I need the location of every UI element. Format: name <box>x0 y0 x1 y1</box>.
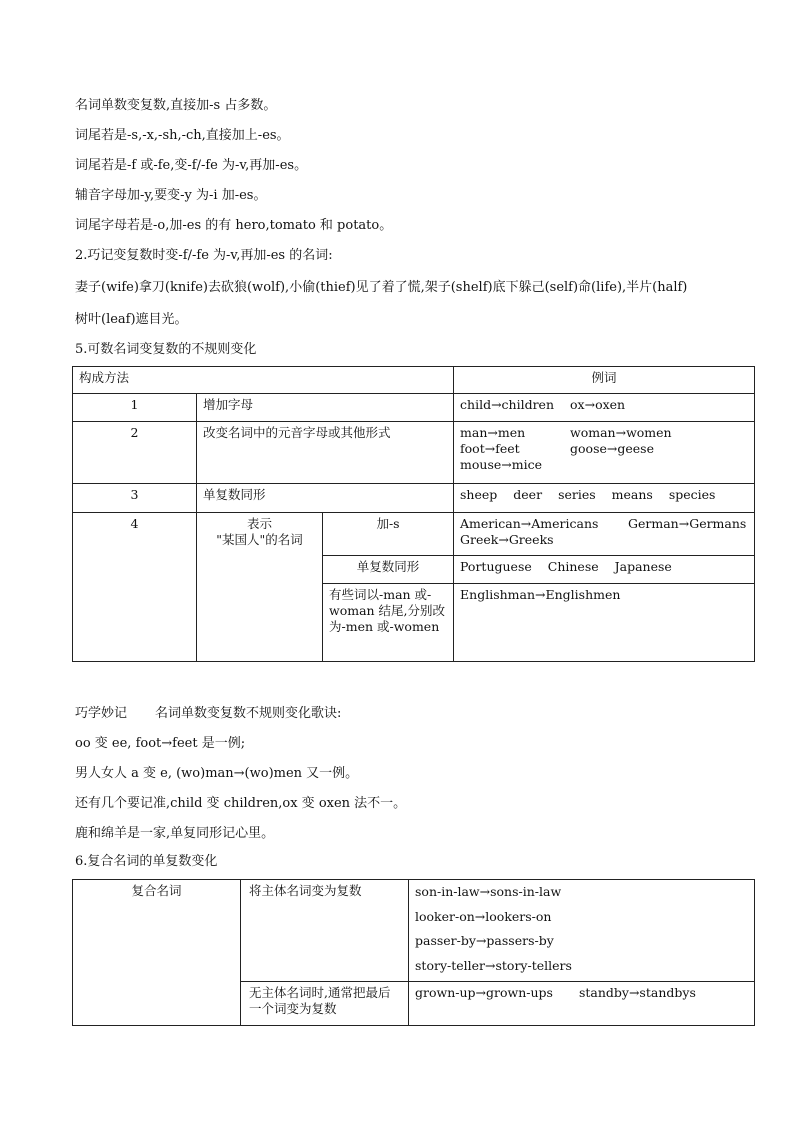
example-word: goose→geese <box>570 441 654 456</box>
compound-noun-label: 复合名词 <box>73 880 241 1026</box>
example-word: Chinese <box>547 559 599 574</box>
table-header-row <box>73 367 755 394</box>
rhyme-line: oo 变 ee, foot→feet 是一例; <box>75 736 246 751</box>
example-word: Portuguese <box>460 559 532 574</box>
examples-cell <box>409 880 755 982</box>
examples-cell <box>454 484 755 513</box>
rule-f-fe-endings: 词尾若是-f 或-fe,变-f/-fe 为-v,再加-es。 <box>75 158 308 173</box>
sub-rule-cell: 加-s <box>323 513 454 556</box>
rhyme-line: 还有几个要记准,child 变 children,ox 变 oxen 法不一。 <box>75 796 407 811</box>
table-row <box>73 394 755 422</box>
rhyme-line: 男人女人 a 变 e, (wo)man→(wo)men 又一例。 <box>75 766 359 781</box>
example-word: grown-up→grown-ups <box>415 985 553 1000</box>
method-cell: 改变名词中的元音字母或其他形式 <box>197 422 454 484</box>
example-word: story-teller→story-tellers <box>415 957 572 973</box>
table-row <box>73 513 755 556</box>
mnemonic-line-2: 树叶(leaf)遮目光。 <box>75 312 188 327</box>
method-cell: 单复数同形 <box>197 484 454 513</box>
example-word: looker-on→lookers-on <box>415 908 552 924</box>
rhyme-heading-row <box>75 706 341 722</box>
example-word: means <box>611 487 653 502</box>
example-word: sheep <box>460 487 498 502</box>
sub-rule-cell: 单复数同形 <box>323 556 454 584</box>
rhyme-tag: 巧学妙记 <box>75 706 128 721</box>
rule-consonant-y: 辅音字母加-y,要变-y 为-i 加-es。 <box>75 188 267 203</box>
rhyme-line: 鹿和绵羊是一家,单复同形记心里。 <box>75 826 275 841</box>
example-word: Japanese <box>614 559 672 574</box>
header-examples: 例词 <box>454 367 755 394</box>
irregular-plural-table <box>72 366 755 662</box>
example-word: man→men <box>460 425 526 440</box>
table-row <box>73 422 755 484</box>
example-word: mouse→mice <box>460 457 542 472</box>
examples-cell <box>409 982 755 1026</box>
row-number: 2 <box>73 422 197 484</box>
rule-o-endings: 词尾字母若是-o,加-es 的有 hero,tomato 和 potato。 <box>75 218 393 233</box>
example-word: species <box>668 487 716 502</box>
example-word: German→Germans <box>628 516 747 531</box>
section-6-heading: 6.复合名词的单复数变化 <box>75 854 218 869</box>
example-word: deer <box>513 487 543 502</box>
sub-rule-cell: 有些词以-man 或-woman 结尾,分别改为-men 或-women <box>323 584 454 662</box>
example-word: ox→oxen <box>570 397 626 412</box>
header-method: 构成方法 <box>73 367 454 394</box>
row-number: 1 <box>73 394 197 422</box>
section-2-heading: 2.巧记变复数时变-f/-fe 为-v,再加-es 的名词: <box>75 248 333 263</box>
examples-cell <box>454 513 755 556</box>
example-word: Englishman→Englishmen <box>460 587 621 602</box>
compound-noun-table <box>72 879 755 1026</box>
example-word: Greek→Greeks <box>460 532 554 547</box>
nationality-label-line1: 表示 <box>246 516 272 531</box>
example-word: woman→women <box>570 425 672 440</box>
examples-cell <box>454 556 755 584</box>
rule-es-endings: 词尾若是-s,-x,-sh,-ch,直接加上-es。 <box>75 128 290 143</box>
examples-cell <box>454 394 755 422</box>
mnemonic-line-1: 妻子(wife)拿刀(knife)去砍狼(wolf),小偷(thief)见了着了慌,架子(shelf)底下躲己(self)命(life),半片(half) <box>75 280 688 295</box>
rhyme-title: 名词单数变复数不规则变化歌诀: <box>155 706 342 721</box>
examples-cell <box>454 422 755 484</box>
example-word: foot→feet <box>460 441 520 456</box>
example-word: passer-by→passers-by <box>415 933 554 948</box>
table-row <box>73 880 755 982</box>
row-number: 3 <box>73 484 197 513</box>
table-row <box>73 484 755 513</box>
example-word: American→Americans <box>460 516 599 531</box>
method-cell: 增加字母 <box>197 394 454 422</box>
example-word: son-in-law→sons-in-law <box>415 884 562 899</box>
rule-cell: 将主体名词变为复数 <box>241 880 409 982</box>
example-word: standby→standbys <box>578 985 696 1000</box>
section-5-heading: 5.可数名词变复数的不规则变化 <box>75 342 257 357</box>
row-number: 4 <box>73 513 197 662</box>
rule-cell: 无主体名词时,通常把最后一个词变为复数 <box>241 982 409 1026</box>
nationality-label-cell <box>197 513 323 662</box>
examples-cell <box>454 584 755 662</box>
nationality-label-line2: "某国人"的名词 <box>216 532 303 547</box>
example-word: series <box>558 487 596 502</box>
rule-direct-s: 名词单数变复数,直接加-s 占多数。 <box>75 98 277 113</box>
example-word: child→children <box>460 397 555 412</box>
